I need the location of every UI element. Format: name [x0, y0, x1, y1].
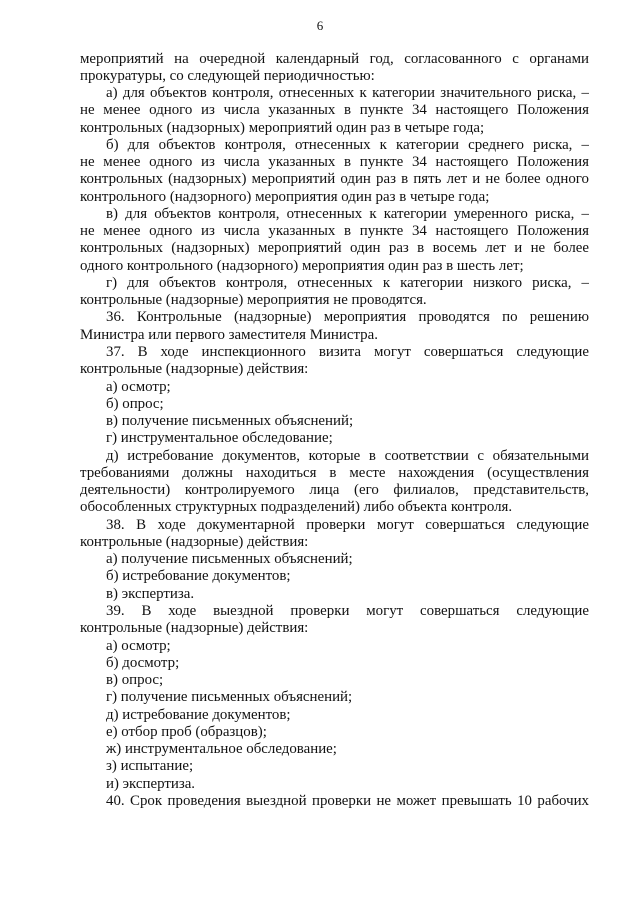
- text-line: д) истребование документов;: [106, 706, 291, 723]
- text-line: контрольных (надзорных) мероприятий один раз в четыре года;: [80, 119, 485, 136]
- text-line: обособленных структурных подразделений) либо объекта контроля.: [80, 499, 513, 516]
- text-line: контрольных (надзорных) мероприятий один раз в пять лет и не более одного: [80, 171, 589, 188]
- document-body: [80, 51, 589, 811]
- page-number: 6: [316, 18, 324, 33]
- text-line: одного контрольного (надзорного) мероприятия один раз в шесть лет;: [80, 257, 524, 274]
- text-line: прокуратуры, со следующей периодичностью:: [80, 67, 375, 84]
- text-line: а) осмотр;: [106, 637, 171, 654]
- text-line: г) получение письменных объяснений;: [106, 689, 353, 706]
- text-line: в) для объектов контроля, отнесенных к категории умеренного риска, –: [106, 205, 589, 222]
- text-line: требованиями должны находиться в месте нахождения (осуществления: [80, 464, 589, 481]
- text-line: контрольные (надзорные) действия:: [80, 361, 309, 378]
- text-line: контрольных (надзорных) мероприятий один раз в восемь лет и не более: [80, 240, 589, 257]
- text-line: 39. В ходе выездной проверки могут совершаться следующие: [106, 603, 589, 619]
- text-line: в) опрос;: [106, 672, 164, 689]
- text-line: не менее одного из числа указанных в пункте 34 настоящего Положения: [80, 223, 589, 240]
- text-line: контрольного (надзорного) мероприятия один раз в четыре года;: [80, 188, 490, 205]
- text-line: б) опрос;: [106, 395, 164, 412]
- text-line: в) экспертиза.: [106, 585, 195, 602]
- text-line: а) получение письменных объяснений;: [106, 551, 353, 568]
- text-line: не менее одного из числа указанных в пункте 34 настоящего Положения: [80, 102, 589, 119]
- text-line: г) для объектов контроля, отнесенных к категории низкого риска, –: [106, 274, 589, 291]
- text-line: и) экспертиза.: [106, 775, 196, 792]
- text-line: е) отбор проб (образцов);: [106, 723, 267, 740]
- text-line: а) для объектов контроля, отнесенных к категории значительного риска, –: [106, 85, 589, 102]
- text-line: контрольные (надзорные) мероприятия не проводятся.: [80, 292, 427, 309]
- text-line: г) инструментальное обследование;: [106, 430, 333, 447]
- text-line: 37. В ходе инспекционного визита могут совершаться следующие: [106, 344, 589, 361]
- text-line: б) досмотр;: [106, 654, 180, 671]
- text-line: 40. Срок проведения выездной проверки не может превышать 10 рабочих: [106, 792, 589, 809]
- text-line: контрольные (надзорные) действия:: [80, 620, 309, 637]
- text-line: контрольные (надзорные) действия:: [80, 533, 309, 550]
- text-line: Министра или первого заместителя Министра.: [80, 326, 378, 343]
- text-line: не менее одного из числа указанных в пункте 34 настоящего Положения: [80, 154, 589, 171]
- text-line: деятельности) контролируемого лица (его филиалов, представительств,: [80, 482, 589, 499]
- text-line: з) испытание;: [106, 758, 194, 775]
- text-line: ж) инструментальное обследование;: [106, 741, 337, 758]
- text-line: д) истребование документов, которые в соответствии с обязательными: [106, 447, 589, 464]
- text-line: б) истребование документов;: [106, 568, 291, 585]
- text-line: 36. Контрольные (надзорные) мероприятия проводятся по решению: [106, 309, 589, 326]
- text-line: в) получение письменных объяснений;: [106, 413, 354, 430]
- text-line: б) для объектов контроля, отнесенных к категории среднего риска, –: [106, 136, 589, 153]
- text-line: а) осмотр;: [106, 378, 171, 395]
- text-line: 38. В ходе документарной проверки могут совершаться следующие: [106, 516, 589, 533]
- text-line: мероприятий на очередной календарный год, согласованного с органами: [80, 50, 589, 67]
